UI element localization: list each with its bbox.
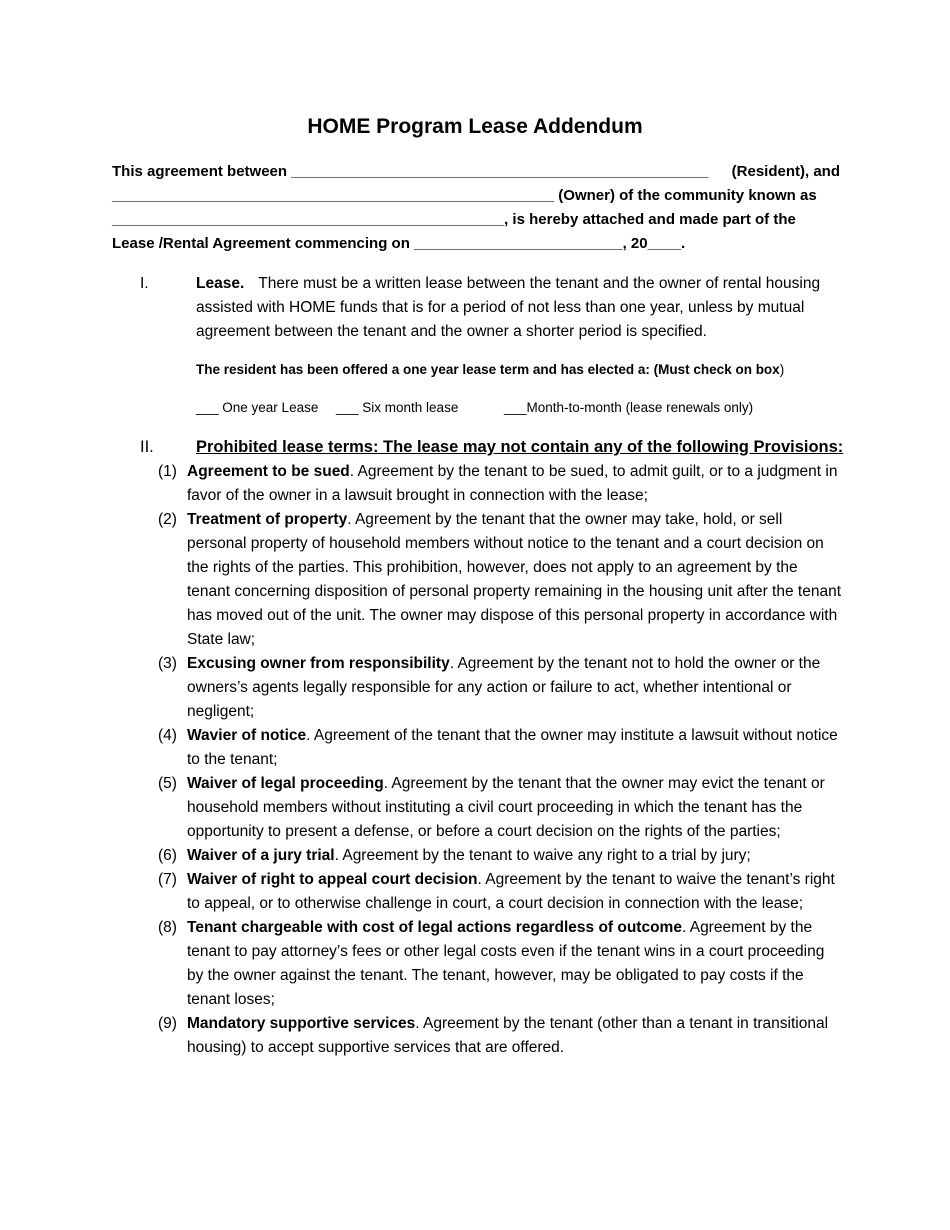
item-text: . Agreement by the tenant that the owner may take, hold, or sell personal property of household members without notice to the tenant and a court decision on the rights of the parties. This prohibition, however, does not apply to an agreement by the tenant concerning disposition of personal property remaining in the housing unit after the tenant has moved out of the unit. The owner may dispose of this personal property in accordance with State law; [187,511,842,648]
item-term: Tenant chargeable with cost of legal actions regardless of outcome [187,919,682,936]
list-item [158,916,842,1012]
list-item [158,508,842,652]
list-item [158,844,842,868]
item-number: (8) [158,919,177,936]
prohibited-terms-list [158,460,842,1060]
agreement-intro [112,160,840,256]
section-2-heading: Prohibited lease terms: The lease may not contain any of the following Provisions: [196,438,844,456]
intro-line-2: _____________________________________________________ (Owner) of the community known as [112,187,817,204]
section-1-text: There must be a written lease between the tenant and the owner of rental housing assisted with HOME funds that is for a period of not less than one year, unless by mutual agreement between the tenant and the owner a shorter period is specified. [196,275,821,340]
lease-term-options [196,398,836,418]
election-close: ) [779,362,785,377]
item-text: . Agreement by the tenant to pay attorney’s fees or other legal costs even if the tenant wins in a court proceeding by the owner against the tenant. The tenant, however, may be obligated to pay costs if the tenant loses; [187,919,825,1008]
list-item [158,772,842,844]
election-text: The resident has been offered a one year lease term and has elected a: (Must check on box [196,362,780,377]
list-item [158,724,842,772]
item-text: . Agreement by the tenant to waive any right to a trial by jury; [334,847,751,864]
item-number: (9) [158,1015,177,1032]
item-text: . Agreement by the tenant not to hold the owner or the owners’s agents legally responsible for any action or failure to act, whether intentional or negligent; [187,655,821,720]
intro-line-1 [112,160,840,184]
item-text: . Agreement of the tenant that the owner may institute a lawsuit without notice to the tenant; [187,727,838,768]
item-term: Waiver of legal proceeding [187,775,384,792]
list-item [158,868,842,916]
item-text: . Agreement by the tenant (other than a tenant in transitional housing) to accept supportive services that are offered. [187,1015,829,1056]
item-number: (6) [158,847,177,864]
intro-line-1-left: This agreement between __________________________________________________ [112,163,709,180]
list-item [158,460,842,508]
item-number: (4) [158,727,177,744]
item-term: Mandatory supportive services [187,1015,416,1032]
item-text: . Agreement by the tenant to be sued, to admit guilt, or to a judgment in favor of the owner in a lawsuit brought in connection with the lease; [187,463,838,504]
item-term: Waiver of a jury trial [187,847,335,864]
option-month-to-month[interactable]: ___Month-to-month (lease renewals only) [504,400,754,415]
item-term: Excusing owner from responsibility [187,655,450,672]
item-number: (1) [158,463,177,480]
item-text: . Agreement by the tenant that the owner may evict the tenant or household members without instituting a civil court proceeding in which the tenant has the opportunity to present a defense, or before a court decision on the rights of the parties; [187,775,825,840]
list-item [158,652,842,724]
option-six-month-lease[interactable]: ___ Six month lease [336,400,459,415]
section-1-body [196,272,836,344]
section-2-numeral: II. [140,438,154,456]
item-number: (7) [158,871,177,888]
lease-election-statement [196,360,836,380]
intro-line-3: _______________________________________________, is hereby attached and made part of the [112,211,796,228]
item-text: . Agreement by the tenant to waive the tenant’s right to appeal, or to otherwise challenge in court, a court decision in connection with the lease; [187,871,835,912]
item-term: Agreement to be sued [187,463,350,480]
option-one-year-lease[interactable]: ___ One year Lease [196,400,319,415]
intro-line-1-right: (Resident), and [731,163,840,180]
list-item [158,1012,842,1060]
document-title: HOME Program Lease Addendum [307,115,643,138]
section-1-heading: Lease. [196,275,245,292]
item-term: Wavier of notice [187,727,307,744]
item-term: Waiver of right to appeal court decision [187,871,478,888]
section-1-numeral: I. [140,275,149,292]
item-term: Treatment of property [187,511,348,528]
item-number: (5) [158,775,177,792]
item-number: (3) [158,655,177,672]
intro-line-4: Lease /Rental Agreement commencing on _________________________, 20____. [112,235,686,252]
item-number: (2) [158,511,177,528]
